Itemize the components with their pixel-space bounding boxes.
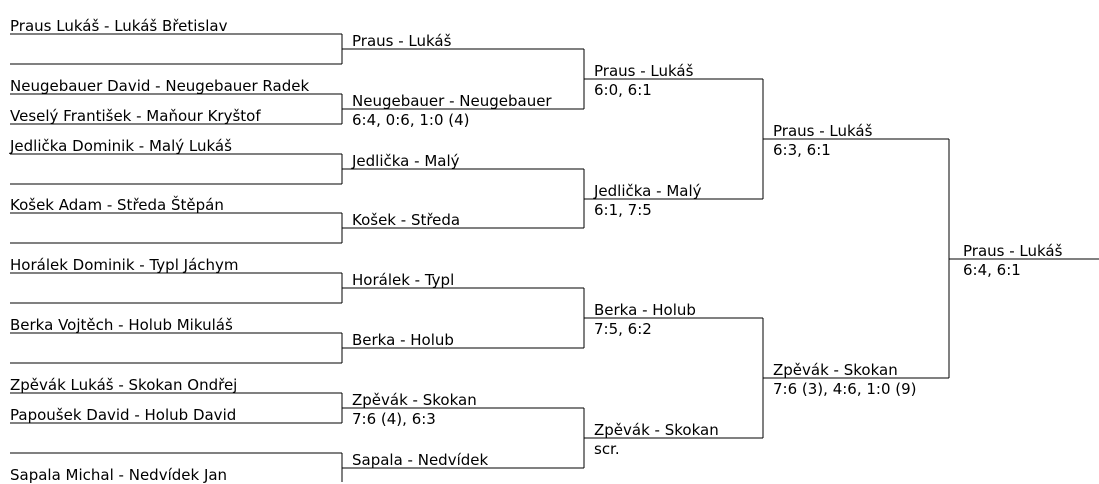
team-entry: Jedlička Dominik - Malý Lukáš	[10, 137, 232, 155]
match-score: 6:3, 6:1	[773, 141, 831, 159]
round3-winner: Jedlička - Malý	[594, 182, 702, 200]
round2-winner: Košek - Středa	[352, 211, 461, 229]
round2-winner: Sapala - Nedvídek	[352, 451, 489, 469]
team-entry: Košek Adam - Středa Štěpán	[10, 196, 224, 214]
round3-winner: Zpěvák - Skokan	[594, 421, 719, 439]
semifinal-winner: Zpěvák - Skokan	[773, 361, 898, 379]
team-entry: Berka Vojtěch - Holub Mikuláš	[10, 316, 233, 334]
team-entry: Veselý František - Maňour Kryštof	[10, 107, 261, 125]
match-score: 6:1, 7:5	[594, 201, 652, 219]
final-score: 6:4, 6:1	[963, 261, 1021, 279]
team-entry: Sapala Michal - Nedvídek Jan	[10, 466, 228, 484]
match-score: scr.	[594, 440, 620, 458]
match-score: 7:6 (3), 4:6, 1:0 (9)	[773, 380, 917, 398]
team-entry: Neugebauer David - Neugebauer Radek	[10, 77, 310, 95]
match-score: 7:6 (4), 6:3	[352, 410, 436, 428]
round2-winner: Praus - Lukáš	[352, 32, 452, 50]
semifinal-winner: Praus - Lukáš	[773, 122, 873, 140]
match-score: 6:0, 6:1	[594, 81, 652, 99]
round2-winner: Neugebauer - Neugebauer	[352, 92, 552, 110]
round2-winner: Zpěvák - Skokan	[352, 391, 477, 409]
round2-winner: Berka - Holub	[352, 331, 454, 349]
team-entry: Horálek Dominik - Typl Jáchym	[10, 256, 239, 274]
champion: Praus - Lukáš	[963, 242, 1063, 260]
round3-winner: Praus - Lukáš	[594, 62, 694, 80]
team-entry: Papoušek David - Holub David	[10, 406, 237, 424]
team-entry: Zpěvák Lukáš - Skokan Ondřej	[10, 376, 238, 394]
round3-winner: Berka - Holub	[594, 301, 696, 319]
team-entry: Praus Lukáš - Lukáš Břetislav	[10, 17, 228, 35]
match-score: 7:5, 6:2	[594, 320, 652, 338]
round2-winner: Jedlička - Malý	[352, 152, 460, 170]
round2-winner: Horálek - Typl	[352, 271, 455, 289]
match-score: 6:4, 0:6, 1:0 (4)	[352, 111, 470, 129]
